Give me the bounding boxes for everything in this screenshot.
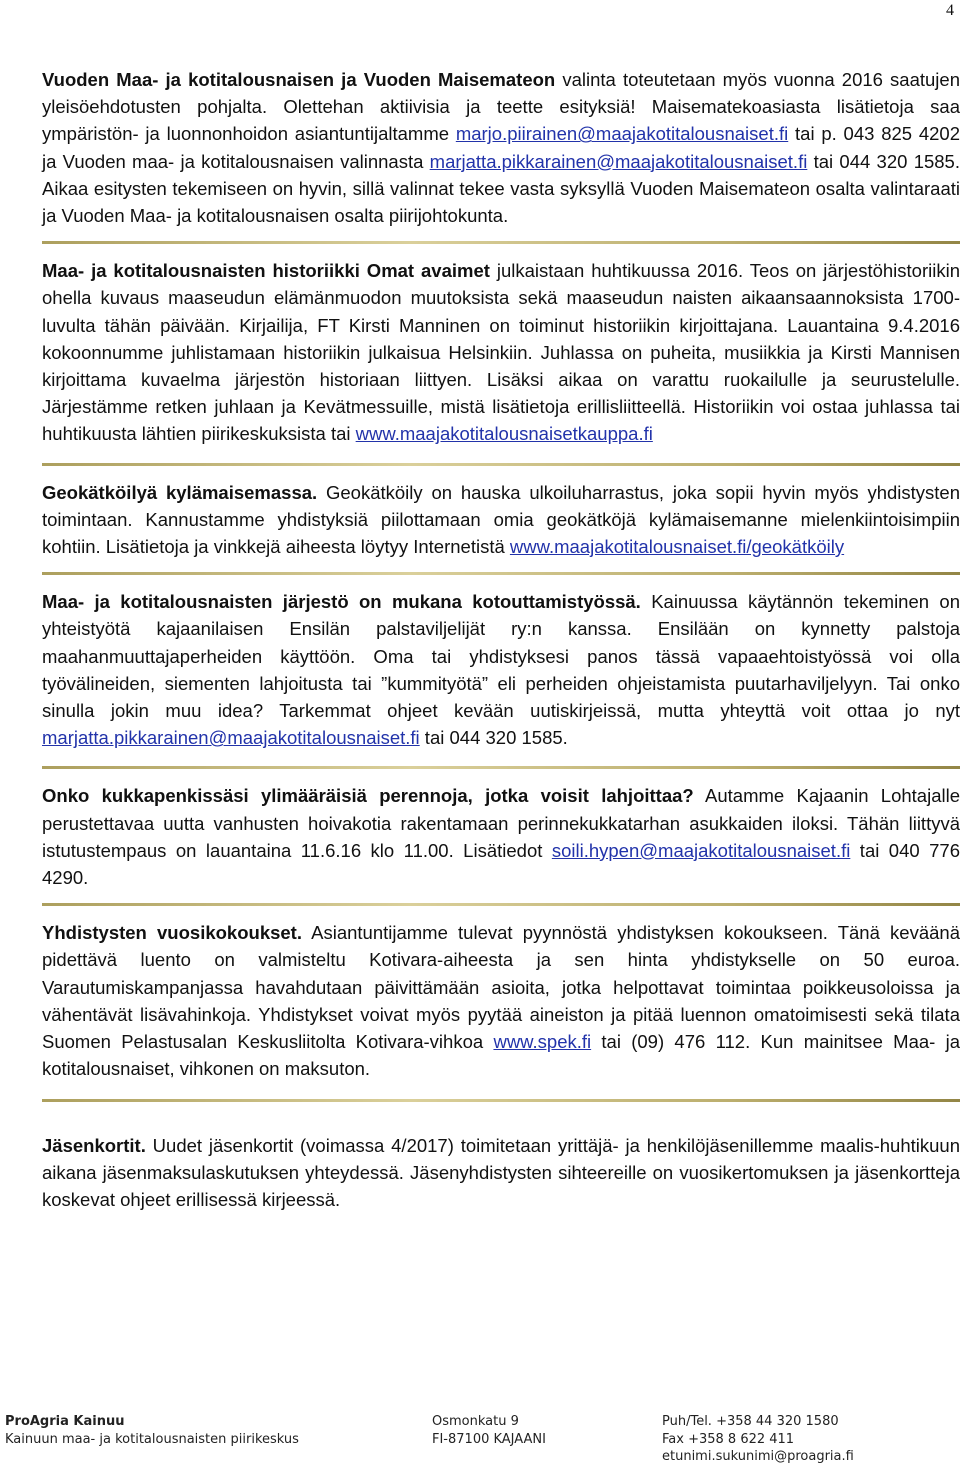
section-vuoden-maisemateko: [42, 66, 960, 229]
email-link-soili-hypen[interactable]: soili.hypen@maajakotitalousnaiset.fi: [551, 839, 851, 861]
section-heading: Maa- ja kotitalousnaisten järjestö on mukana kotouttamistyössä.: [42, 591, 641, 613]
section-text: tai (09) 476 112. Kun mainitsee Maa- ja kotitalousnaiset, vihkonen on maksuton.: [42, 1031, 960, 1080]
section-divider: [42, 766, 960, 769]
email-link-marjatta-pikkarainen-2[interactable]: marjatta.pikkarainen@maajakotitalousnaiset.fi: [42, 727, 420, 749]
section-heading: Yhdistysten vuosikokoukset.: [42, 922, 302, 944]
section-text: Geokätköily on hauska ulkoiluharrastus, joka sopii hyvin myös yhdistysten toimintaan. Kannustamme yhdistyksiä piilottamaan omia geokätköjä kylämaisemanne mielenkiintoisimpiin kohtiin. Lisätietoja ja vinkkejä aiheesta löytyy Internetistä: [42, 481, 960, 558]
web-link-spek[interactable]: www.spek.fi: [493, 1031, 592, 1053]
section-divider: [42, 241, 960, 244]
page-number: 4: [946, 2, 954, 19]
footer-street: Osmonkatu 9: [432, 1414, 519, 1429]
section-text: Autamme Kajaanin Lohtajalle perustettavaa uutta vanhusten hoivakotia rakentamaan perinnekukkatarhan asukkaiden iloksi. Tähän liittyvä istutustempaus on lauantaina 11.6.16 klo 11.00. Lisätiedot: [42, 785, 960, 861]
section-jasenkortit: [42, 1132, 960, 1214]
section-divider: [42, 903, 960, 906]
section-text: Kainuussa käytännön tekeminen on yhteistyötä kajaanilaisen Ensilän palstaviljelijät ry:n kanssa. Ensilään on kynnetty palstoja maahanmuuttajaperheiden käyttöön. Oma tai yhdistyksesi panos tässä vapaaehtoistyössä voi olla työvälineiden, siementen lahjoitusta tai ”kummityötä” eli perheiden ohjeistamista puutarhaviljelyyn. Tai onko sinulla jokin muu idea? Tarkemmat ohjeet kevään uutiskirjeissä, mutta yhteyttä voit ottaa jo nyt: [42, 591, 960, 722]
footer-email: etunimi.sukunimi@proagria.fi: [662, 1449, 854, 1464]
footer-contact: [662, 1413, 854, 1466]
section-kotouttaminen: [42, 588, 960, 751]
footer-postal: FI-87100 KAJAANI: [432, 1431, 546, 1447]
section-text: julkaistaan huhtikuussa 2016. Teos on järjestöhistoriikin ohella kuvaus maaseudun elämänmuodon muutoksista sekä maaseudun naisten aikaansaannoksista 1700-luvulta tähän päivään. Kirjailija, FT Kirsti Manninen on toiminut historiikin kirjoittajana. Lauantaina 9.4.2016 kokoonnumme juhlistamaan historiikin julkaisua Helsinkiin. Juhlassa on puheita, musiikkia ja Kirsti Mannisen kirjoittama kuvaelma järjestön historiaan liittyen. Lisäksi aikaa on varattu ruokailulle ja seurustelulle. Järjestämme retken juhlaan ja Kevätmessuille, mistä lisätietoja erillisliitteellä. Historiikin voi ostaa juhlassa tai huhtikuusta lähtien piirikeskuksista tai: [42, 260, 960, 445]
section-geokatkoily: [42, 479, 960, 561]
web-link-kauppa[interactable]: www.maajakotitalousnaisetkauppa.fi: [355, 423, 653, 445]
section-heading: Maa- ja kotitalousnaisten historiikki Omat avaimet: [42, 260, 490, 282]
footer-org-name: ProAgria Kainuu: [5, 1414, 125, 1429]
section-text: valinta toteutetaan myös vuonna 2016 saatujen yleisöehdotusten pohjalta. Olettehan aktiivisia ja teette esityksiä! Maisematekoasiasta lisätietoja saa ympäristön- ja luonnonhoidon asiantuntijaltamme: [42, 69, 960, 145]
footer-organization: [5, 1413, 299, 1448]
section-heading: Jäsenkortit.: [42, 1134, 146, 1156]
page-footer: [0, 1413, 960, 1469]
footer-fax: Fax +358 8 622 411: [662, 1431, 795, 1447]
section-text: tai p. 043 825 4202 ja Vuoden maa- ja kotitalousnaisen valinnasta: [42, 123, 960, 172]
section-text: tai 040 776 4290.: [42, 839, 960, 889]
footer-phone: Puh/Tel. +358 44 320 1580: [662, 1414, 839, 1429]
section-text: tai 044 320 1585.: [419, 727, 568, 749]
footer-org-sub: Kainuun maa- ja kotitalousnaisten piirikeskus: [5, 1431, 299, 1447]
section-text: Uudet jäsenkortit (voimassa 4/2017) toimitetaan yrittäjä- ja henkilöjäsenillemme maalis-huhtikuun aikana jäsenmaksulaskutuksen yhteydessä. Jäsenyhdistysten sihteereille on vuosikertomuksen ja jäsenkortteja koskevat ohjeet erillisessä kirjeessä.: [42, 1134, 960, 1210]
email-link-marjatta-pikkarainen[interactable]: marjatta.pikkarainen@maajakotitalousnaiset.fi: [429, 150, 808, 172]
section-text: Asiantuntijamme tulevat pyynnöstä yhdistyksen kokoukseen. Tänä keväänä pidettävä luento on valmisteltu Kotivara-aiheesta ja sen hinta yhdistykselle on 50 euroa. Varautumiskampanjassa havahdutaan päivittämään asioita, jotka helpottavat toimintaa poikkeusoloissa ja vähentävät lisävahinkoja. Yhdistykset voivat myös pyytää aineiston ja pitää luennon omatoimisesti sekä tilata Suomen Pelastusalan Keskusliitolta Kotivara-vihkoa: [42, 922, 960, 1053]
web-link-geokatkoily[interactable]: www.maajakotitalousnaiset.fi/geokätköily: [509, 536, 845, 558]
section-perennat: [42, 782, 960, 891]
document-body: [42, 66, 960, 1213]
section-historiikki: [42, 257, 960, 447]
section-heading: Onko kukkapenkissäsi ylimääräisiä perennoja, jotka voisit lahjoittaa?: [42, 785, 694, 807]
section-divider: [42, 572, 960, 575]
section-divider: [42, 463, 960, 466]
section-divider: [42, 1099, 960, 1102]
section-heading: Vuoden Maa- ja kotitalousnaisen ja Vuoden Maisemateon: [42, 69, 556, 90]
email-link-marjo-piirainen[interactable]: marjo.piirainen@maajakotitalousnaiset.fi: [455, 123, 789, 145]
section-text: tai 044 320 1585. Aikaa esitysten tekemiseen on hyvin, sillä valinnat tekee vasta syksyllä Vuoden Maisemateon osalta valintaraati ja Vuoden Maa- ja kotitalousnaisen osalta piirijohtokunta.: [42, 150, 960, 227]
section-vuosikokoukset: [42, 919, 960, 1082]
section-heading: Geokätköilyä kylämaisemassa.: [42, 481, 318, 503]
footer-address: [432, 1413, 546, 1448]
